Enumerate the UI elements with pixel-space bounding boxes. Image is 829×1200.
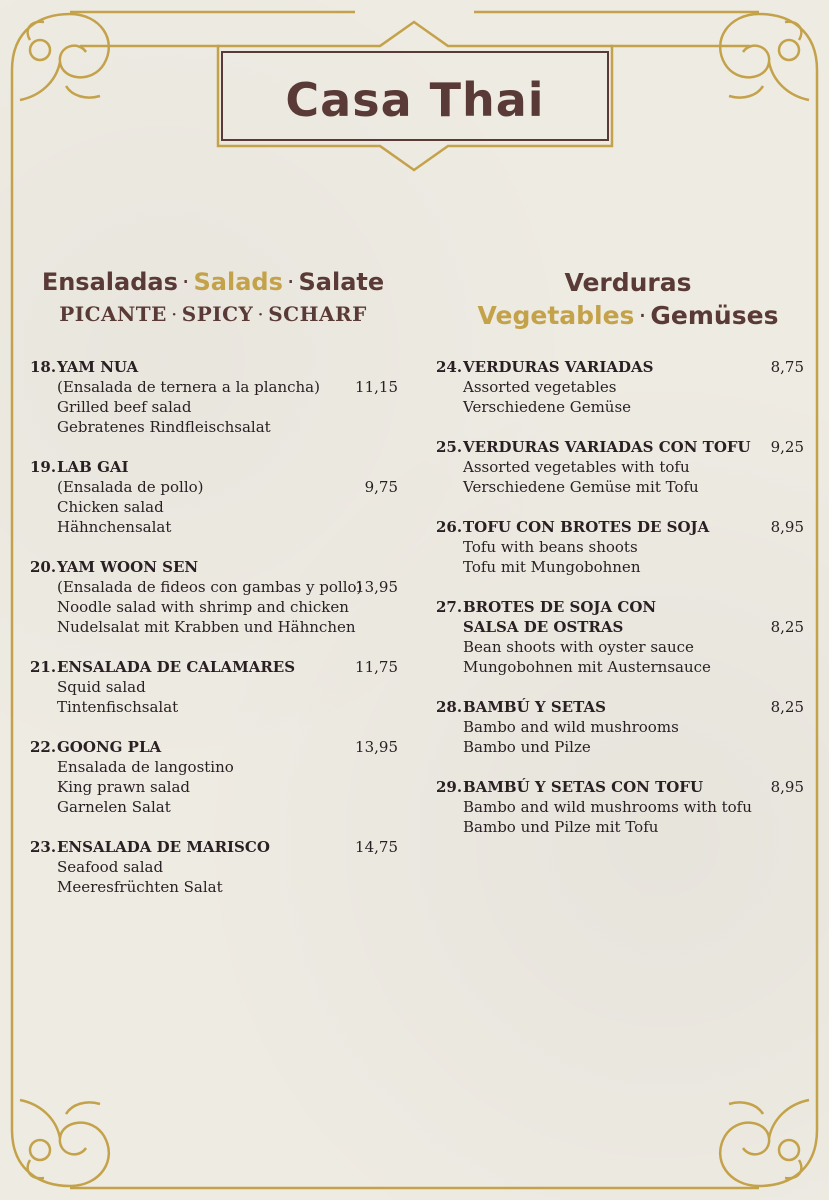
vegetables-heading: Verduras Vegetables · Gemüses	[450, 268, 806, 330]
item-name: GOONG PLA	[57, 738, 162, 756]
heading-de: Salate	[298, 268, 385, 296]
item-price: 13,95	[355, 738, 398, 756]
item-price: 8,95	[770, 518, 804, 536]
item-name: ENSALADA DE CALAMARES	[57, 658, 296, 676]
menu-item: 22. GOONG PLA Ensalada de langostino King prawn salad Garnelen Salat 13,95	[30, 738, 398, 816]
item-price: 13,95	[355, 578, 398, 596]
item-price: 8,25	[770, 698, 804, 716]
item-price: 14,75	[355, 838, 398, 856]
restaurant-title: Casa Thai	[285, 73, 545, 127]
menu-item: 19. LAB GAI (Ensalada de pollo) Chicken salad Hähnchensalat 9,75	[30, 458, 398, 536]
item-name: BROTES DE SOJA CON	[463, 598, 657, 616]
heading-de: Gemüses	[650, 301, 779, 330]
item-name: BAMBÚ Y SETAS CON TOFU	[463, 778, 704, 796]
menu-item: 20. YAM WOON SEN (Ensalada de fideos con gambas y pollo) Noodle salad with shrimp and chicken Nudelsalat mit Krabben und Hähnchen 13,95	[30, 558, 398, 636]
item-price: 9,25	[770, 438, 804, 456]
heading-es: Verduras	[564, 268, 692, 297]
menu-item: 28. BAMBÚ Y SETAS Bambo and wild mushrooms Bambo und Pilze 8,25	[436, 698, 804, 756]
item-name: TOFU CON BROTES DE SOJA	[463, 518, 710, 536]
item-name: BAMBÚ Y SETAS	[463, 698, 606, 716]
item-name: YAM WOON SEN	[57, 558, 199, 576]
item-price: 8,75	[770, 358, 804, 376]
item-name: YAM NUA	[57, 358, 139, 376]
item-name: VERDURAS VARIADAS CON TOFU	[463, 438, 751, 456]
heading-es: Ensaladas	[41, 268, 178, 296]
menu-item: 18. YAM NUA (Ensalada de ternera a la plancha) Grilled beef salad Gebratenes Rindfleischsalat 11,15	[30, 358, 398, 436]
item-name: VERDURAS VARIADAS	[463, 358, 654, 376]
spicy-en: SPICY	[181, 302, 254, 326]
menu-item: 25. VERDURAS VARIADAS CON TOFU Assorted vegetables with tofu Verschiedene Gemüse mit Tofu 9,25	[436, 438, 804, 496]
heading-en: Vegetables	[477, 301, 635, 330]
item-price: 8,95	[770, 778, 804, 796]
spicy-de: SCHARF	[268, 302, 367, 326]
item-price: 9,75	[364, 478, 398, 496]
heading-en: Salads	[193, 268, 283, 296]
menu-item: 23. ENSALADA DE MARISCO Seafood salad Meeresfrüchten Salat 14,75	[30, 838, 398, 896]
salads-list	[30, 357, 398, 917]
item-name: LAB GAI	[57, 458, 129, 476]
salads-heading: Ensaladas · Salads · Salate PICANTE · SPICY · SCHARF	[41, 268, 385, 326]
item-price: 8,25	[770, 618, 804, 636]
item-name: ENSALADA DE MARISCO	[57, 838, 270, 856]
vegetables-list	[436, 357, 804, 857]
menu-item: 21. ENSALADA DE CALAMARES Squid salad Tintenfischsalat 11,75	[30, 658, 398, 716]
menu-item: 26. TOFU CON BROTES DE SOJA Tofu with beans shoots Tofu mit Mungobohnen 8,95	[436, 518, 804, 576]
item-price: 11,15	[355, 378, 398, 396]
menu-item: 27. BROTES DE SOJA CON SALSA DE OSTRAS Bean shoots with oyster sauce Mungobohnen mit Austernsauce 8,25	[436, 598, 804, 676]
item-price: 11,75	[355, 658, 398, 676]
item-name-line2: SALSA DE OSTRAS	[463, 618, 624, 636]
spicy-es: PICANTE	[59, 302, 167, 326]
menu-item: 24. VERDURAS VARIADAS Assorted vegetables Verschiedene Gemüse 8,75	[436, 358, 804, 416]
menu-item: 29. BAMBÚ Y SETAS CON TOFU Bambo and wild mushrooms with tofu Bambo und Pilze mit Tofu 8,95	[436, 778, 804, 836]
